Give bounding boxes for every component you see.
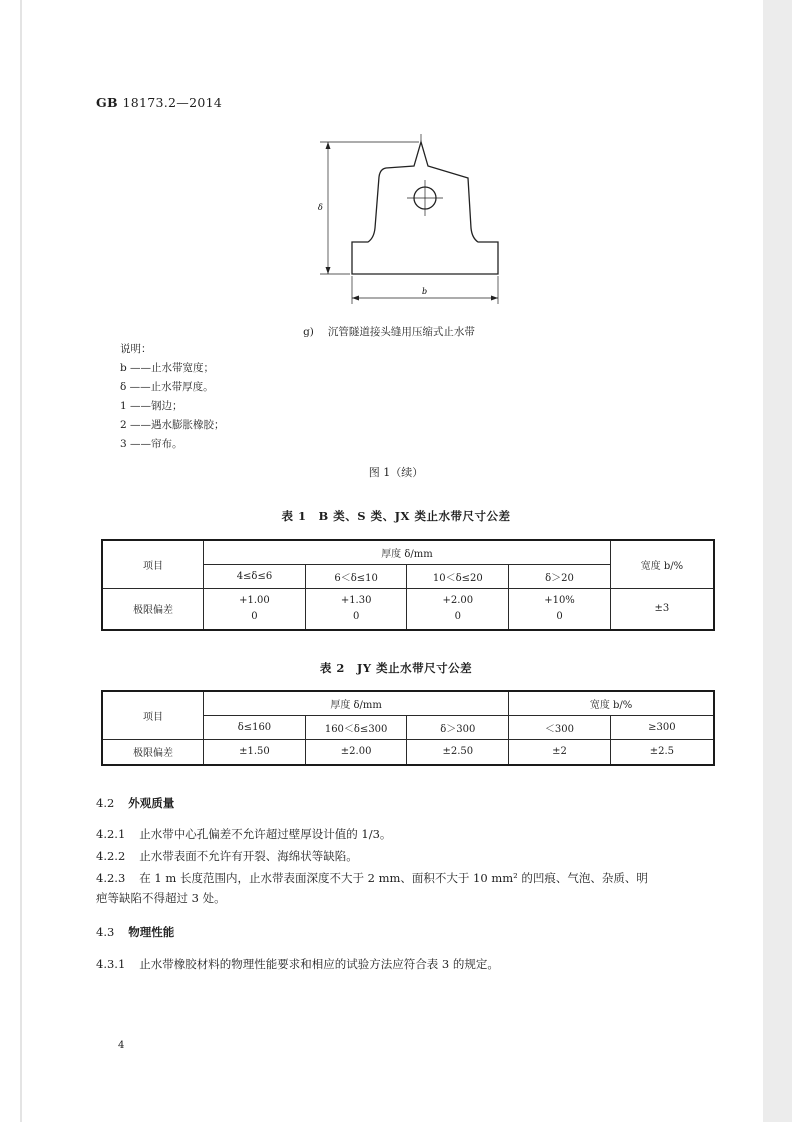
table1-row-label: 极限偏差 [102,588,204,630]
waterstop-cross-section-figure [300,128,520,308]
table1 [101,539,715,631]
table2-thickness-range: 160＜δ≤300 [305,715,407,739]
table2-width-value: ±2 [509,739,611,765]
table1-width-value: ±3 [610,588,714,630]
page-number: 4 [118,1040,125,1051]
table2-thickness-range: δ＞300 [407,715,509,739]
width-label: b [422,287,428,296]
table1-range: δ＞20 [509,564,611,588]
table2-row-label: 极限偏差 [102,739,204,765]
table1-range: 6＜δ≤10 [305,564,407,588]
note-item: b ——止水带宽度； [120,362,215,374]
table1-tolerance-cell: +10% 0 [509,588,611,630]
table2-item-header: 项目 [102,691,204,739]
clause-4-2-3: 4.2.3 在 1 m 长度范围内，止水带表面深度不大于 2 mm、面积不大于 10 mm² 的凹痕、气泡、杂质、明 疤等缺陷不得超过 3 处。 [96,871,648,905]
table2-width-header: 宽度 b/% [509,691,714,715]
table2-thickness-header: 厚度 δ/mm [204,691,509,715]
scan-left-edge [20,0,22,1122]
table1-tolerance-cell: +2.00 0 [407,588,509,630]
section-4-3-heading: 4.3 物理性能 [96,925,175,939]
clause-4-3-1: 4.3.1 止水带橡胶材料的物理性能要求和相应的试验方法应符合表 3 的规定。 [96,957,499,971]
note-item: 1 ——钢边； [120,400,183,412]
table2-thickness-range: δ≤160 [204,715,306,739]
scan-right-edge [763,0,792,1122]
clause-4-2-1: 4.2.1 止水带中心孔偏差不允许超过壁厚设计值的 1/3。 [96,827,392,841]
table1-thickness-header: 厚度 δ/mm [204,540,611,564]
table1-tolerance-cell: +1.00 0 [204,588,306,630]
standard-number: GB 18173.2—2014 [96,95,223,110]
figure-caption: g) 沉管隧道接头缝用压缩式止水带 [303,326,475,338]
table1-width-header: 宽度 b/% [610,540,714,588]
table2-title: 表 2 JY 类止水带尺寸公差 [319,661,473,675]
table2 [101,690,715,766]
table1-tolerance-cell: +1.30 0 [305,588,407,630]
table2-width-range: ＜300 [509,715,611,739]
table1-range: 4≤δ≤6 [204,564,306,588]
table2-thickness-value: ±2.00 [305,739,407,765]
table2-thickness-value: ±1.50 [204,739,306,765]
table1-range: 10＜δ≤20 [407,564,509,588]
clause-4-2-2: 4.2.2 止水带表面不允许有开裂、海绵状等缺陷。 [96,849,358,863]
table2-width-range: ≥300 [610,715,714,739]
table1-title: 表 1 B 类、S 类、JX 类止水带尺寸公差 [281,509,511,523]
section-4-2-heading: 4.2 外观质量 [96,796,175,810]
table2-width-value: ±2.5 [610,739,714,765]
note-item: 3 ——帘布。 [120,438,183,450]
figure-notes [120,340,225,454]
note-item: δ ——止水带厚度。 [120,381,214,393]
thickness-label: δ [318,203,323,212]
table2-thickness-value: ±2.50 [407,739,509,765]
notes-heading: 说明： [120,343,152,355]
table1-item-header: 项目 [102,540,204,588]
figure-title: 图 1（续） [368,466,424,479]
note-item: 2 ——遇水膨胀橡胶； [120,419,225,431]
